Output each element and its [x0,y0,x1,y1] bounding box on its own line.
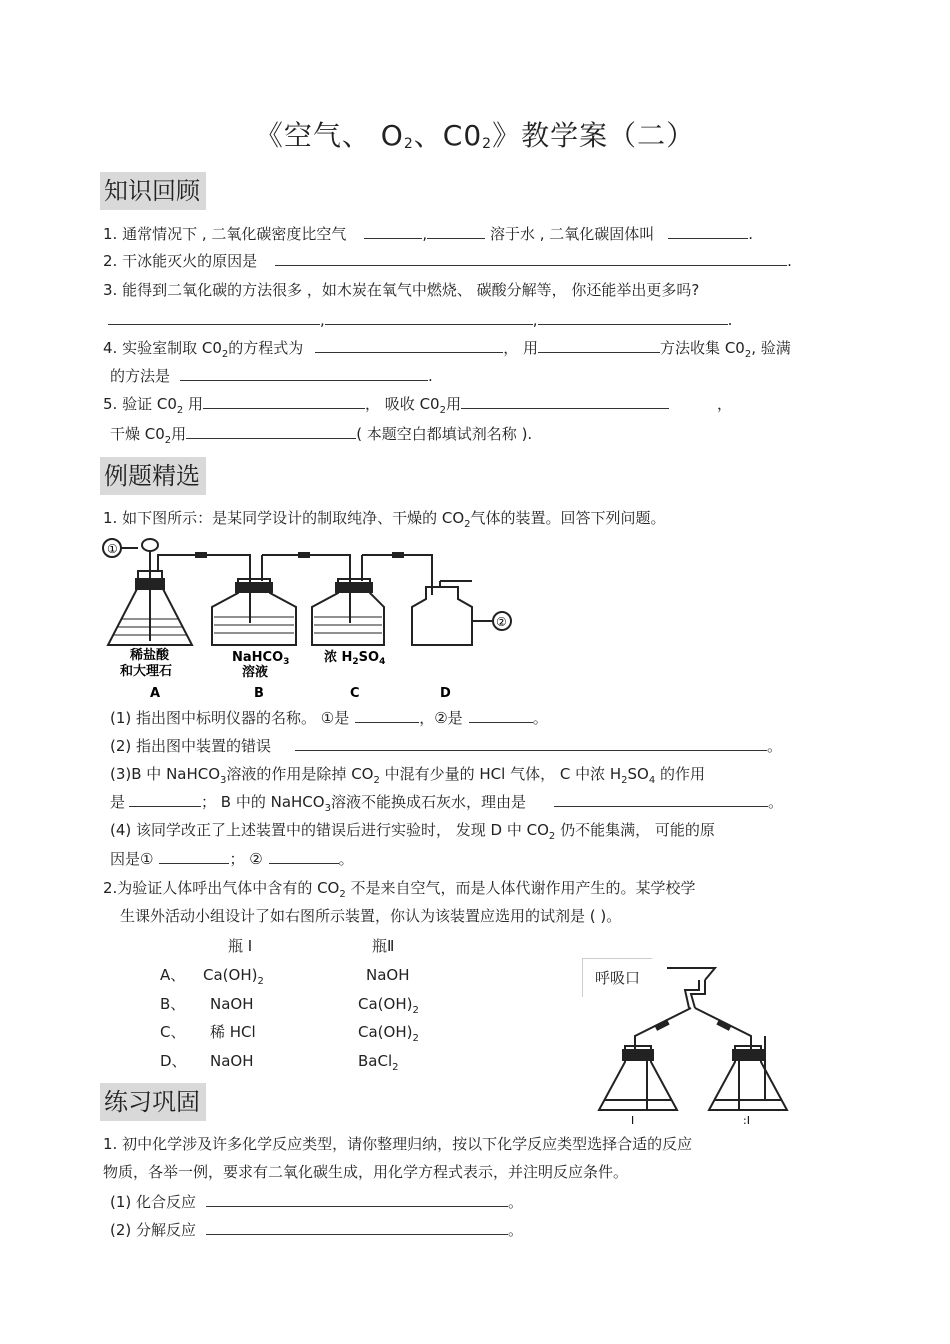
review-q5: 5. 验证 $C0_2$ 用 ， 吸收 $C0_2$用 ， [103,395,732,416]
label-reagent-b1: NaHCO$_3$ [232,650,290,667]
option-bottle-ii: $Ca(OH)_2$ [358,995,419,1016]
review-q5-cont: 干燥 $C0_2$用 ( 本题空白都填试剂名称 ). [110,425,533,446]
option-bottle-ii: NaOH [366,966,410,984]
practice-r2: (2) 分解反应 。 [110,1221,524,1239]
label-circle-2: ② [496,615,507,629]
ex1-p4-cont: 因是① ； ② 。 [110,850,354,868]
label-reagent-a2: 和大理石 [120,664,173,679]
label-circle-1: ① [107,542,118,556]
review-q3: 3. 能得到二氧化碳的方法很多 ，如木炭在氧气中燃烧、 碳酸分解等， 你还能举出更多吗? [103,281,700,299]
review-q2: 2. 干冰能灭火的原因是 . [103,252,792,270]
review-q4-cont: 的方法是 . [110,367,433,385]
option-bottle-i: 稀 HCl [210,1023,256,1041]
label-reagent-a1: 稀盐酸 [130,648,170,663]
apparatus-diagram-co2 [100,533,532,703]
bottle-d [412,587,472,645]
section-heading-practice: 练习巩固 [100,1083,206,1121]
label-b: B [254,686,264,701]
flask-ii-label: :I [743,1114,750,1127]
label-reagent-b2: 溶液 [242,665,269,680]
section-heading-examples: 例题精选 [100,457,206,495]
ex1-p3: (3)B 中 NaHCO$_3$溶液的作用是除掉 $CO_2$ 中混有少量的 HCl 气体， C 中浓 $H_2SO_4$ 的作用 [110,765,706,786]
option-key: B、 [160,995,186,1013]
flask-i-label: I [631,1114,635,1127]
ex1-p4: (4) 该同学改正了上述装置中的错误后进行实验时， 发现 D 中 $CO_2$ 仍不能集满， 可能的原 [110,821,715,842]
ex1-p3-cont: 是 ； B 中的 NaHCO$_3$溶液不能换成石灰水，理由是 。 [110,793,783,814]
practice-q1: 1. 初中化学涉及许多化学反应类型，请你整理归纳，按以下化学反应类型选择合适的反应 [103,1135,693,1153]
fig-label-breath-mouth: 呼吸口 [582,958,652,997]
practice-q1-cont: 物质，各举一例，要求有二氧化碳生成，用化学方程式表示，并注明反应条件。 [103,1163,629,1181]
practice-r1: (1) 化合反应 。 [110,1193,524,1211]
review-q4: 4. 实验室制取 $C0_2$的方程式为 ， 用 方法收集 $C0_2$, 验满 [103,339,791,360]
option-bottle-ii: BaCl$_2$ [358,1052,399,1073]
review-q1: 1. 通常情况下 , 二氧化碳密度比空气 , 溶于水 , 二氧化碳固体叫 . [103,225,754,243]
review-q3-blanks: , , . [108,310,732,330]
ex2-col2-header: 瓶Ⅱ [372,937,395,955]
option-key: C、 [160,1023,186,1041]
option-bottle-i: $Ca(OH)_2$ [203,966,264,987]
ex1-intro: 1. 如下图所示：是某同学设计的制取纯净、干燥的 $CO_2$气体的装置。回答下列问题。 [103,509,666,530]
ex2-line1: 2.为验证人体呼出气体中含有的 $CO_2$ 不是来自空气，而是人体代谢作用产生的。某学校学 [103,879,696,900]
ex1-p2: (2) 指出图中装置的错误 。 [110,737,783,755]
option-bottle-i: NaOH [210,1052,254,1070]
option-bottle-ii: $Ca(OH)_2$ [358,1023,419,1044]
label-d: D [440,686,451,701]
label-reagent-c: 浓 $H_2SO_4$ [324,650,386,667]
option-bottle-i: NaOH [210,995,254,1013]
ex2-col1-header: 瓶 I [228,937,253,955]
ex2-line2: 生课外活动小组设计了如右图所示装置，你认为该装置应选用的试剂是 ( )。 [120,907,622,925]
label-a: A [150,686,161,701]
option-key: D、 [160,1052,187,1070]
page-title: 《空气、 $O_2$、$C0_2$》教学案（二） [254,119,696,152]
label-c: C [350,686,360,701]
section-heading-review: 知识回顾 [100,172,206,210]
ex1-p1: (1) 指出图中标明仪器的名称。 ①是 ，②是 。 [110,709,548,727]
breath-apparatus-diagram [595,960,805,1130]
option-key: A、 [160,966,186,984]
